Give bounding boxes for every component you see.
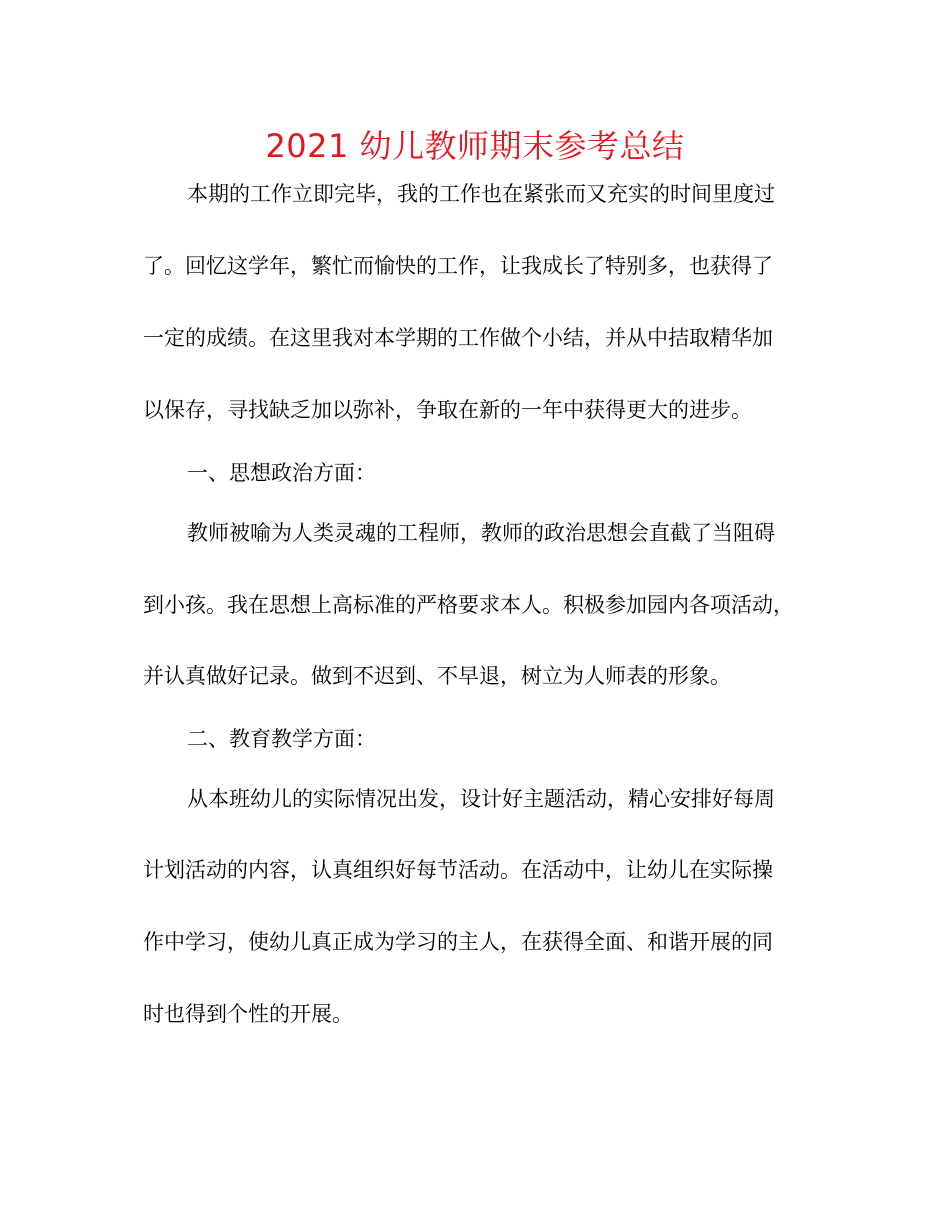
section-heading: 二、教育教学方面：	[187, 727, 376, 751]
paragraph-line: 计划活动的内容，认真组织好每节活动。在活动中，让幼儿在实际操	[143, 858, 773, 882]
paragraph-line: 从本班幼儿的实际情况出发，设计好主题活动，精心安排好每周	[187, 787, 775, 811]
section-heading: 一、思想政治方面：	[187, 461, 376, 485]
paragraph-line: 教师被喻为人类灵魂的工程师，教师的政治思想会直截了当阻碍	[187, 521, 775, 545]
paragraph-line: 本期的工作立即完毕，我的工作也在紧张而又充实的时间里度过	[187, 182, 775, 206]
paragraph-line: 了。回忆这学年，繁忙而愉快的工作，让我成长了特别多，也获得了	[143, 254, 773, 278]
paragraph-line: 作中学习，使幼儿真正成为学习的主人，在获得全面、和谐开展的同	[143, 930, 773, 954]
document-title: 2021 幼儿教师期末参考总结	[265, 127, 685, 165]
paragraph-line: 到小孩。我在思想上高标准的严格要求本人。积极参加园内各项活动，	[143, 593, 794, 617]
paragraph-line: 时也得到个性的开展。	[143, 1002, 353, 1026]
paragraph-line: 并认真做好记录。做到不迟到、不早退，树立为人师表的形象。	[143, 664, 731, 688]
paragraph-line: 一定的成绩。在这里我对本学期的工作做个小结，并从中拮取精华加	[143, 326, 773, 350]
paragraph-line: 以保存，寻找缺乏加以弥补，争取在新的一年中获得更大的进步。	[143, 398, 752, 422]
